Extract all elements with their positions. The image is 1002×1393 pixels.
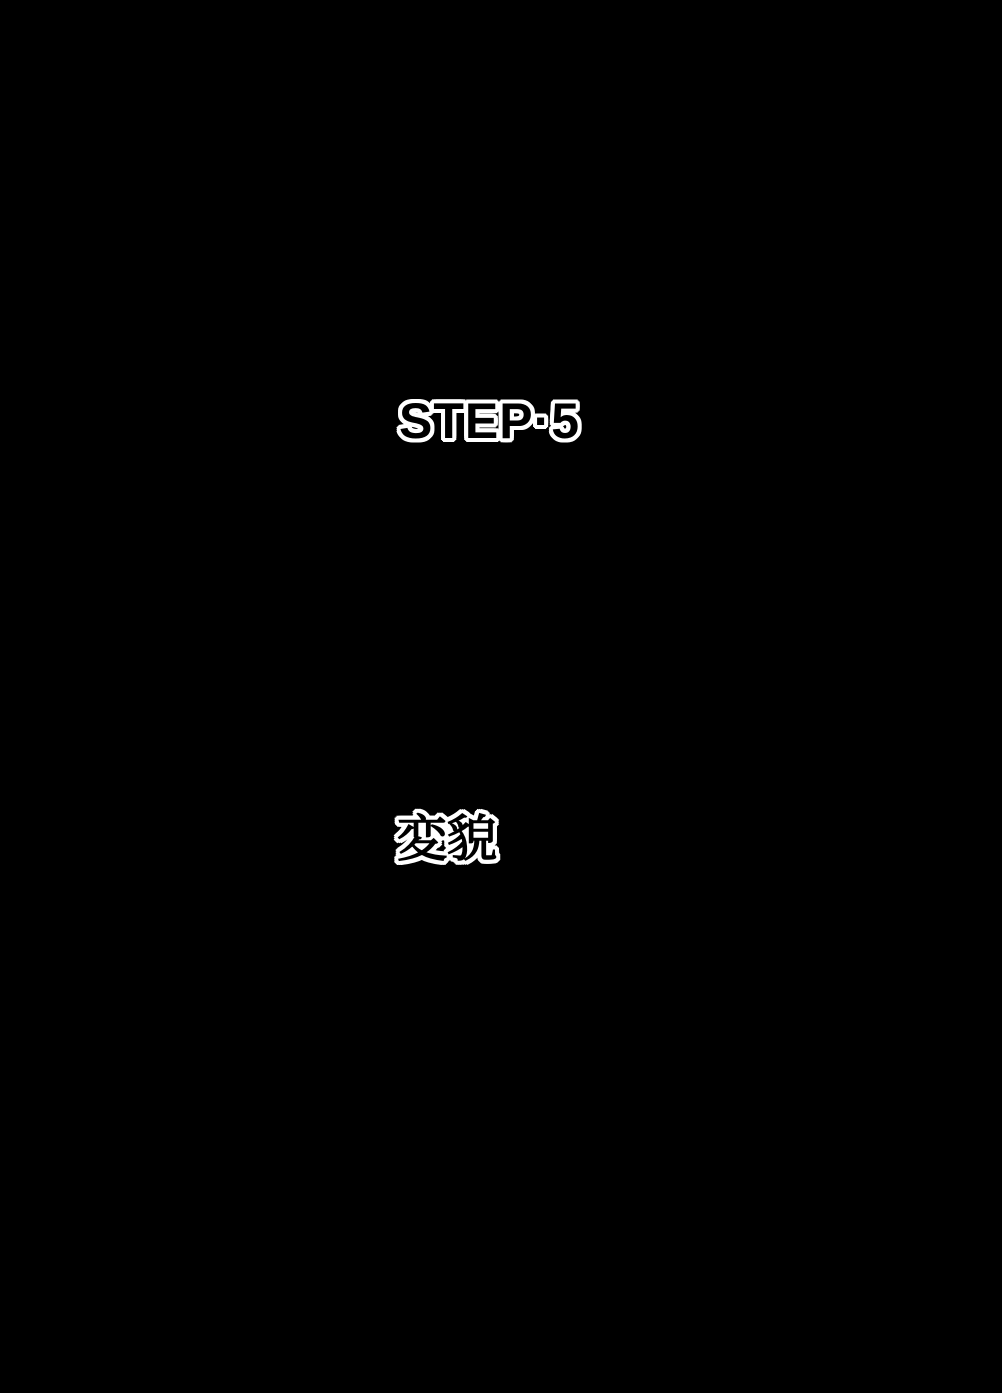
chapter-title-text: 変貌 (397, 811, 497, 867)
step-number-label: STEP·5 (399, 393, 581, 449)
